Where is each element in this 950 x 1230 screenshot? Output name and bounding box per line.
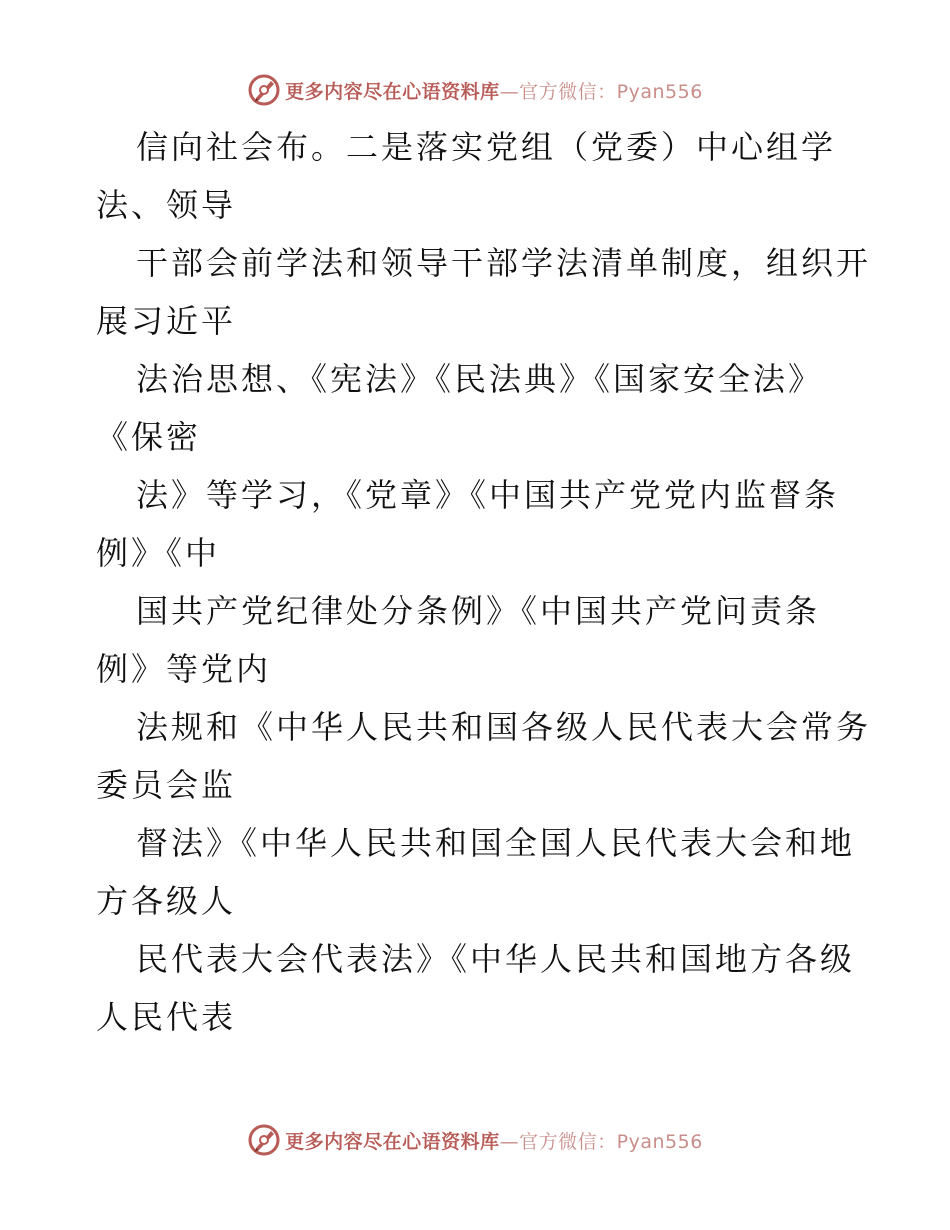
footer-banner-title: 更多内容尽在心语资料库 (285, 1130, 500, 1153)
text-line: 干部会前学法和领导干部学法清单制度，组织开 (136, 244, 872, 282)
text-line: 例》《中 (96, 534, 221, 572)
text-line: 民代表大会代表法》《中华人民共和国地方各级 (136, 940, 856, 978)
text-line: 委员会监 (96, 766, 237, 804)
quill-pen-logo-icon (247, 73, 281, 107)
text-line: 法治思想、《宪法》《民法典》《国家安全法》 (136, 360, 824, 398)
header-banner-title: 更多内容尽在心语资料库 (285, 80, 500, 103)
text-line: 展习近平 (96, 302, 237, 340)
text-line: 法、领导 (96, 186, 237, 224)
footer-banner-wechat: —官方微信：Pyan556 (499, 1130, 703, 1153)
text-line: 方各级人 (96, 882, 237, 920)
text-line: 法规和《中华人民共和国各级人民代表大会常务 (136, 708, 872, 746)
quill-pen-logo-icon (247, 1123, 281, 1157)
text-line: 国共产党纪律处分条例》《中国共产党问责条 (136, 592, 821, 630)
document-body (96, 118, 876, 1046)
text-line: 例》等党内 (96, 650, 272, 688)
header-banner-wechat: —官方微信：Pyan556 (499, 80, 703, 103)
text-line: 督法》《中华人民共和国全国人民代表大会和地 (136, 824, 856, 862)
footer-watermark-banner (0, 1120, 950, 1160)
text-line: 信向社会布。二是落实党组（党委）中心组学 (136, 128, 837, 166)
header-watermark-banner (0, 70, 950, 110)
text-line: 人民代表 (96, 998, 237, 1036)
text-line: 《保密 (96, 418, 202, 456)
text-line: 法》等学习，《党章》《中国共产党党内监督条 (136, 476, 840, 514)
